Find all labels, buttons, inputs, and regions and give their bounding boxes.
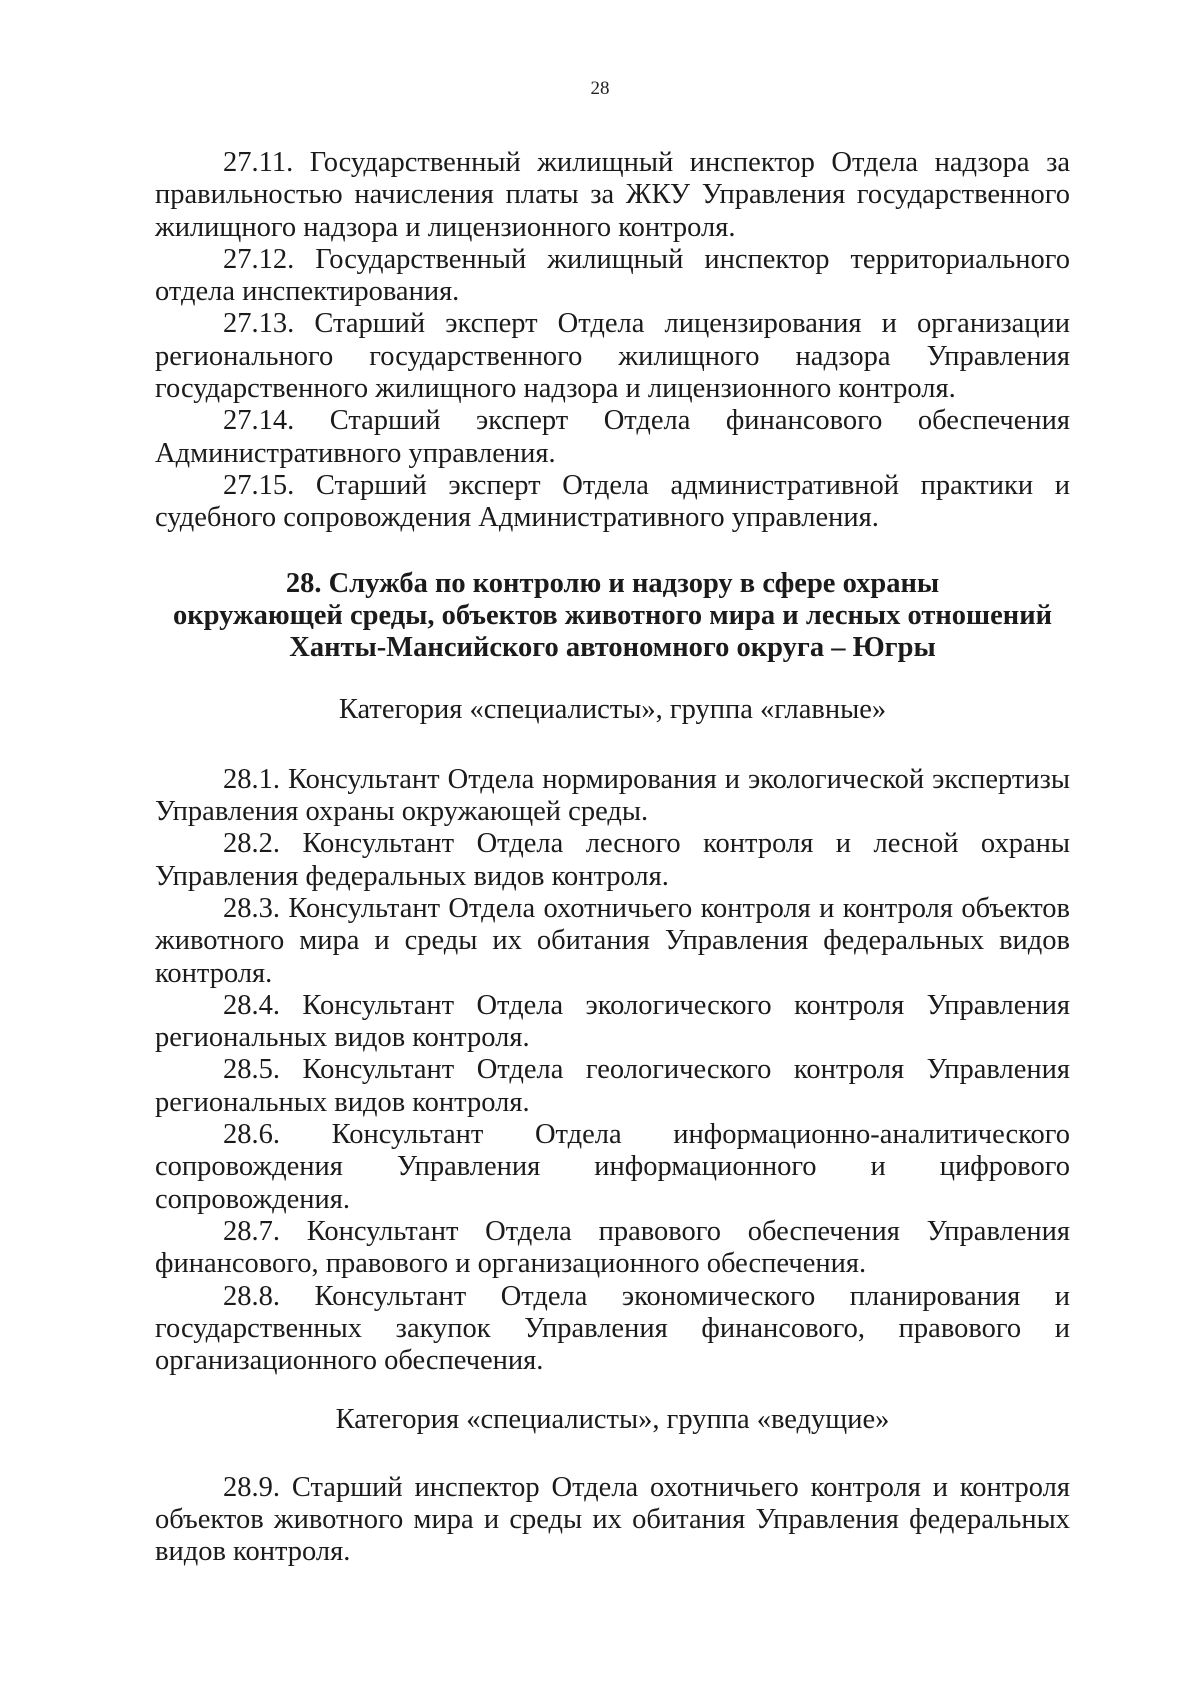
item-number: 28.8. xyxy=(223,1280,280,1312)
list-item-28-9 xyxy=(155,1472,1070,1569)
item-text: Государственный жилищный инспектор территориального отдела инспектирования. xyxy=(155,243,1071,308)
item-text: Консультант Отдела геологического контроля Управления региональных видов контроля. xyxy=(155,1054,1070,1118)
list-item-27-13 xyxy=(155,308,1070,405)
list-item-28-3 xyxy=(155,893,1070,990)
list-item-28-8 xyxy=(155,1281,1070,1378)
item-number: 27.12. xyxy=(223,243,295,275)
section-heading-line: окружающей среды, объектов животного мира и лесных отношений xyxy=(172,599,1053,631)
item-text: Старший эксперт Отдела лицензирования и организации регионального государственного жилищного надзора Управления государственного жилищного надзора и лицензионного контроля. xyxy=(155,308,1070,405)
item-text: Старший эксперт Отдела финансового обеспечения Административного управления. xyxy=(155,405,1070,469)
list-item-27-12 xyxy=(155,244,1070,309)
list-item-28-2 xyxy=(155,828,1070,893)
item-number: 28.5. xyxy=(223,1054,280,1086)
item-number: 28.9. xyxy=(223,1471,280,1503)
list-item-28-1 xyxy=(155,764,1070,829)
document-body xyxy=(155,147,1070,1569)
list-item-27-15 xyxy=(155,470,1070,535)
list-item-28-7 xyxy=(155,1216,1070,1281)
item-text: Консультант Отдела нормирования и экологической экспертизы Управления охраны окружающей среды. xyxy=(155,763,1070,828)
item-number: 27.15. xyxy=(223,469,295,501)
item-text: Консультант Отдела лесного контроля и лесной охраны Управления федеральных видов контроля. xyxy=(155,828,1071,892)
item-number: 28.2. xyxy=(223,828,280,860)
item-number: 27.11. xyxy=(223,147,294,178)
item-number: 28.1. xyxy=(223,763,280,795)
item-text: Старший эксперт Отдела административной практики и судебного сопровождения Административного управления. xyxy=(155,469,1071,534)
category-heading-leading: Категория «специалисты», группа «ведущие» xyxy=(335,1404,890,1436)
item-number: 28.7. xyxy=(223,1215,280,1247)
item-number: 28.6. xyxy=(223,1119,280,1151)
item-text: Государственный жилищный инспектор Отдела надзора за правильностью начисления платы за ЖКУ Управления государственного жилищного надзора и лицензионного контроля. xyxy=(155,147,1070,243)
page-number: 28 xyxy=(590,78,610,99)
item-number: 28.3. xyxy=(223,892,280,924)
item-number: 27.13. xyxy=(223,308,295,340)
list-item-27-11 xyxy=(155,147,1070,244)
list-item-28-5 xyxy=(155,1054,1070,1119)
item-number: 28.4. xyxy=(223,989,280,1021)
item-text: Консультант Отдела правового обеспечения Управления финансового, правового и организационного обеспечения. xyxy=(155,1215,1071,1280)
item-text: Консультант Отдела охотничьего контроля и контроля объектов животного мира и среды их обитания Управления федеральных видов контроля. xyxy=(155,892,1071,989)
category-heading-main: Категория «специалисты», группа «главные» xyxy=(338,694,887,726)
section-heading xyxy=(155,568,1070,665)
item-number: 27.14. xyxy=(223,405,295,437)
list-item-28-6 xyxy=(155,1119,1070,1216)
item-text: Старший инспектор Отдела охотничьего контроля и контроля объектов животного мира и среды их обитания Управления федеральных видов контроля. xyxy=(155,1471,1070,1568)
item-text: Консультант Отдела экономического планирования и государственных закупок Управления финансового, правового и организационного обеспечения. xyxy=(155,1280,1070,1377)
section-heading-line: Ханты-Мансийского автономного округа – Югры xyxy=(289,632,936,664)
list-item-28-4 xyxy=(155,990,1070,1055)
section-heading-line: 28. Служба по контролю и надзору в сфере охраны xyxy=(285,567,940,599)
item-text: Консультант Отдела экологического контроля Управления региональных видов контроля. xyxy=(155,989,1071,1054)
item-text: Консультант Отдела информационно-аналитического сопровождения Управления информационного и цифрового сопровождения. xyxy=(155,1119,1070,1215)
list-item-27-14 xyxy=(155,405,1070,470)
